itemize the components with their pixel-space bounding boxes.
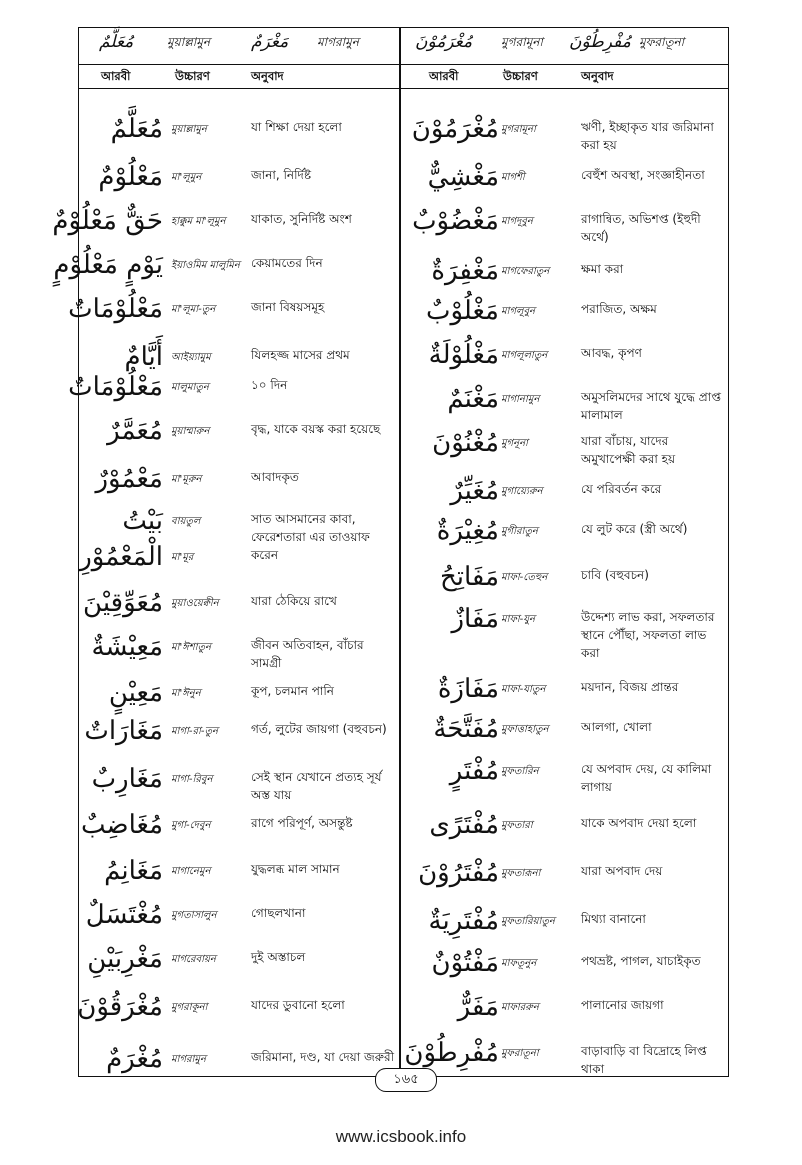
arabic-word: مُفَتَّحَةٌ <box>433 714 499 744</box>
pronunciation: মাফা-যুন <box>501 614 535 625</box>
dictionary-page <box>52 27 729 1087</box>
pronunciation: মা'মূর <box>171 552 194 563</box>
meaning: ক্ষমা করা <box>581 262 624 276</box>
arabic-word: مَفَرٌّ <box>457 992 499 1022</box>
arabic-word: مَغَارِبٌ <box>91 764 163 794</box>
col-head-meaning-left: অনুবাদ <box>251 69 284 83</box>
arabic-word: مَعْمُوْرٌ <box>95 464 163 494</box>
pronunciation: মা'ঈনুন <box>171 688 201 699</box>
pronunciation: মাফাররুন <box>501 1002 539 1013</box>
pronunciation: মাগরেবায়ন <box>171 954 216 965</box>
header-translit-right-1: মুগরামূনা <box>501 35 543 49</box>
meaning: আবাদকৃত <box>251 470 299 484</box>
pronunciation: মুগা-দেবুন <box>171 820 211 831</box>
pronunciation: মাগা-রিবুন <box>171 774 213 785</box>
meaning: চাবি (বহুবচন) <box>581 568 649 582</box>
pronunciation: মাগদূবুন <box>501 216 533 227</box>
meaning: যে অপবাদ দেয়, যে কালিমা লাগায় <box>581 762 712 794</box>
arabic-word: مَغْنَمٌ <box>447 384 499 414</box>
meaning: ১০ দিন <box>251 378 288 392</box>
pronunciation: মাগানেমুন <box>171 866 211 877</box>
arabic-word: أَيَّامٌ <box>124 342 163 372</box>
pronunciation: মুফরাতূনা <box>501 1048 539 1059</box>
meaning: গর্ত, লুটের জায়গা (বহুবচন) <box>251 722 387 736</box>
arabic-word: مُفْتَرًى <box>429 810 499 840</box>
pronunciation: মুগরাকূনা <box>171 1002 208 1013</box>
pronunciation: মুফতারূনা <box>501 868 541 879</box>
pronunciation: মুগায়্যেরুন <box>501 486 543 497</box>
arabic-word: مُفْتَرٍ <box>449 756 499 786</box>
pronunciation: মুফতারিন <box>501 766 539 777</box>
page-header-row <box>79 28 728 65</box>
arabic-word: حَقٌّ مَعْلُوْمٌ <box>52 206 163 236</box>
meaning: সেই স্থান যেখানে প্রত্যহ সূর্য অস্ত যায় <box>251 770 382 802</box>
meaning: যা শিক্ষা দেয়া হলো <box>251 120 342 134</box>
arabic-word: مَعْلُوْمَاتٌ <box>68 294 163 324</box>
pronunciation: মুগীরাতুন <box>501 526 538 537</box>
arabic-word: مُغْنُوْنَ <box>432 428 499 458</box>
pronunciation: মুফতারিয়াতুন <box>501 916 555 927</box>
pronunciation: মাগরামুন <box>171 1054 206 1065</box>
meaning: বেহুঁশ অবস্থা, সংজ্ঞাহীনতা <box>581 168 705 182</box>
arabic-word: بَيْتُ <box>122 506 163 536</box>
pronunciation: আইয়্যামুম <box>171 352 211 363</box>
meaning: যারা বাঁচায়, যাদের অমুখাপেক্ষী করা হয় <box>581 434 676 466</box>
arabic-word: يَوْمٍ مَعْلُوْمٍ <box>53 250 163 280</box>
pronunciation: মুফতারা <box>501 820 533 831</box>
header-arabic-right-2: مُفْرِطُوْنَ <box>569 32 631 52</box>
column-header-row <box>79 64 728 89</box>
pronunciation: ইয়াওমিম মালুমিন <box>171 260 240 271</box>
arabic-word: مَعِيْشَةٌ <box>91 632 163 662</box>
arabic-word: مُغْرَقُوْنَ <box>77 992 163 1022</box>
meaning: সাত আসমানের কাবা, ফেরেশতারা এর তাওয়াফ করেন <box>251 512 370 562</box>
meaning: রাগে পরিপূর্ণ, অসন্তুষ্ট <box>251 816 353 830</box>
pronunciation: মুগনূনা <box>501 438 528 449</box>
meaning: পালানোর জায়গা <box>581 998 664 1012</box>
arabic-word: مَعْلُوْمَاتٌ <box>68 372 163 402</box>
meaning: অমুসলিমদের সাথে যুদ্ধে প্রাপ্ত মালামাল <box>581 390 722 422</box>
arabic-word: مُغَاضِبٌ <box>81 810 163 840</box>
arabic-word: مَغَانِمُ <box>104 856 163 886</box>
meaning: গোছলখানা <box>251 906 306 920</box>
meaning: ময়দান, বিজয় প্রান্তর <box>581 680 679 694</box>
meaning: যারা অপবাদ দেয় <box>581 864 663 878</box>
arabic-word: مَغْلُوْبٌ <box>426 296 499 326</box>
pronunciation: মা'মূরুন <box>171 474 202 485</box>
meaning: যারা ঠেকিয়ে রাখে <box>251 594 337 608</box>
arabic-word: مُعَلَّمٌ <box>110 114 163 144</box>
arabic-word: مَغْرِبَيْنِ <box>87 944 163 974</box>
arabic-word: مَغْشِيٌّ <box>427 162 499 192</box>
arabic-word: مَغَارَاتٌ <box>84 716 163 746</box>
pronunciation: মাগশী <box>501 172 525 183</box>
col-head-arabic-left: আরবী <box>101 69 131 83</box>
meaning: জানা, নির্দিষ্ট <box>251 168 312 182</box>
col-head-pronunciation-left: উচ্চারণ <box>175 69 210 83</box>
pronunciation: মা'ঈশাতুন <box>171 642 212 653</box>
arabic-word: الْمَعْمُوْرِ <box>79 542 163 572</box>
arabic-word: مَعْلُوْمٌ <box>98 162 163 192</box>
meaning: কূপ, চলমান পানি <box>251 684 334 698</box>
meaning: জানা বিষয়সমূহ <box>251 300 325 314</box>
header-arabic-left-1: مُعَلَّمٌ <box>99 32 134 52</box>
pronunciation: মুফাত্তাহাতুন <box>501 724 549 735</box>
arabic-word: مُفْرِطُوْنَ <box>404 1038 499 1068</box>
pronunciation: মাফতূনুন <box>501 958 537 969</box>
meaning: পথভ্রষ্ট, পাগল, যাচাইকৃত <box>581 954 701 968</box>
pronunciation: মুগতাসালুন <box>171 910 217 921</box>
col-head-meaning-right: অনুবাদ <box>581 69 614 83</box>
arabic-word: مُعَوِّقِيْنَ <box>83 588 163 618</box>
meaning: বাড়াবাড়ি বা বিদ্রোহে লিপ্ত থাকা <box>581 1044 707 1076</box>
pronunciation: মাফা-তেহুন <box>501 572 548 583</box>
meaning: যে পরিবর্তন করে <box>581 482 662 496</box>
arabic-word: مَفَازَةٌ <box>437 674 499 704</box>
arabic-word: مَفْتُوْنٌ <box>431 948 499 978</box>
arabic-word: مُفْتَرُوْنَ <box>418 858 499 888</box>
page-number: ১৬৫ <box>375 1068 437 1092</box>
meaning: আবদ্ধ, কৃপণ <box>581 346 642 360</box>
meaning: দুই অস্তাচল <box>251 950 306 964</box>
pronunciation: বায়তুল <box>171 516 201 527</box>
arabic-word: مَفَاتِحُ <box>439 562 499 592</box>
pronunciation: মুয়াল্লামুন <box>171 124 207 135</box>
arabic-word: مُغَيِّرٌ <box>450 476 499 506</box>
pronunciation: মা'লূমা-তুন <box>171 304 216 315</box>
meaning: যুদ্ধলব্ধ মাল সামান <box>251 862 340 876</box>
pronunciation: মাগা-রা-তুন <box>171 726 218 737</box>
meaning: আলগা, খোলা <box>581 720 652 734</box>
arabic-word: مَغْلُوْلَةٌ <box>428 340 499 370</box>
header-translit-left-1: মুয়াল্লামুন <box>167 35 211 49</box>
pronunciation: মাগানামুন <box>501 394 540 405</box>
arabic-word: مُغْتَسَلٌ <box>85 900 163 930</box>
arabic-word: مُغْرَمٌ <box>106 1044 163 1074</box>
meaning: যিলহজ্জ মাসের প্রথম <box>251 348 350 362</box>
arabic-word: مُفْتَرِيَةٌ <box>428 906 499 936</box>
pronunciation: মাগলূবুন <box>501 306 535 317</box>
meaning: যে লুট করে (স্ত্রী অর্থে) <box>581 522 688 536</box>
header-arabic-right-1: مُغْرَمُوْنَ <box>415 32 473 52</box>
footer-url[interactable]: www.icsbook.info <box>335 1127 467 1146</box>
meaning: যাদের ডুবানো হলো <box>251 998 345 1012</box>
pronunciation: হাক্কুম মা'লূমুন <box>171 216 226 227</box>
meaning: ঋণী, ইচ্ছাকৃত যার জরিমানা করা হয় <box>581 120 714 152</box>
pronunciation: মুয়াম্মারুন <box>171 426 210 437</box>
meaning: রাগান্বিত, অভিশপ্ত (ইহুদী অর্থে) <box>581 212 701 244</box>
col-head-pronunciation-right: উচ্চারণ <box>503 69 538 83</box>
col-head-arabic-right: আরবী <box>429 69 459 83</box>
arabic-word: مُعَمَّرٌ <box>107 416 163 446</box>
meaning: কেয়ামতের দিন <box>251 256 323 270</box>
arabic-word: مَغْضُوْبٌ <box>412 206 499 236</box>
meaning: যাকাত, সুনির্দিষ্ট অংশ <box>251 212 352 226</box>
pronunciation: মুয়াওয়েক্বীন <box>171 598 219 609</box>
pronunciation: মা'লূমুন <box>171 172 202 183</box>
arabic-word: مَغْفِرَةٌ <box>431 256 499 286</box>
header-arabic-left-2: مَغْرَمٌ <box>251 32 289 52</box>
pronunciation: মালুমাতুন <box>171 382 209 393</box>
meaning: উদ্দেশ্য লাভ করা, সফলতার স্থানে পৌঁছা, সফলতা লাভ করা <box>581 610 715 660</box>
meaning: যাকে অপবাদ দেয়া হলো <box>581 816 697 830</box>
meaning: মিথ্যা বানানো <box>581 912 646 926</box>
arabic-word: مُغِيْرَةٌ <box>436 516 499 546</box>
meaning: পরাজিত, অক্ষম <box>581 302 657 316</box>
meaning: জীবন অতিবাহন, বাঁচার সামগ্রী <box>251 638 364 670</box>
pronunciation: মাফা-যাতুন <box>501 684 546 695</box>
meaning: জরিমানা, দণ্ড, যা দেয়া জরুরী <box>251 1050 395 1064</box>
arabic-word: مَعِيْنٍ <box>108 678 163 708</box>
arabic-word: مُغْرَمُوْنَ <box>411 114 499 144</box>
pronunciation: মুগরামূনা <box>501 124 536 135</box>
pronunciation: মাগলূলাতুন <box>501 350 548 361</box>
meaning: বৃদ্ধ, যাকে বয়স্ক করা হয়েছে <box>251 422 381 436</box>
header-translit-right-2: মুফরাতূনা <box>639 35 685 49</box>
header-translit-left-2: মাগরামুন <box>317 35 359 49</box>
arabic-word: مَفَازٌ <box>451 604 499 634</box>
pronunciation: মাগফেরাতুন <box>501 266 550 277</box>
